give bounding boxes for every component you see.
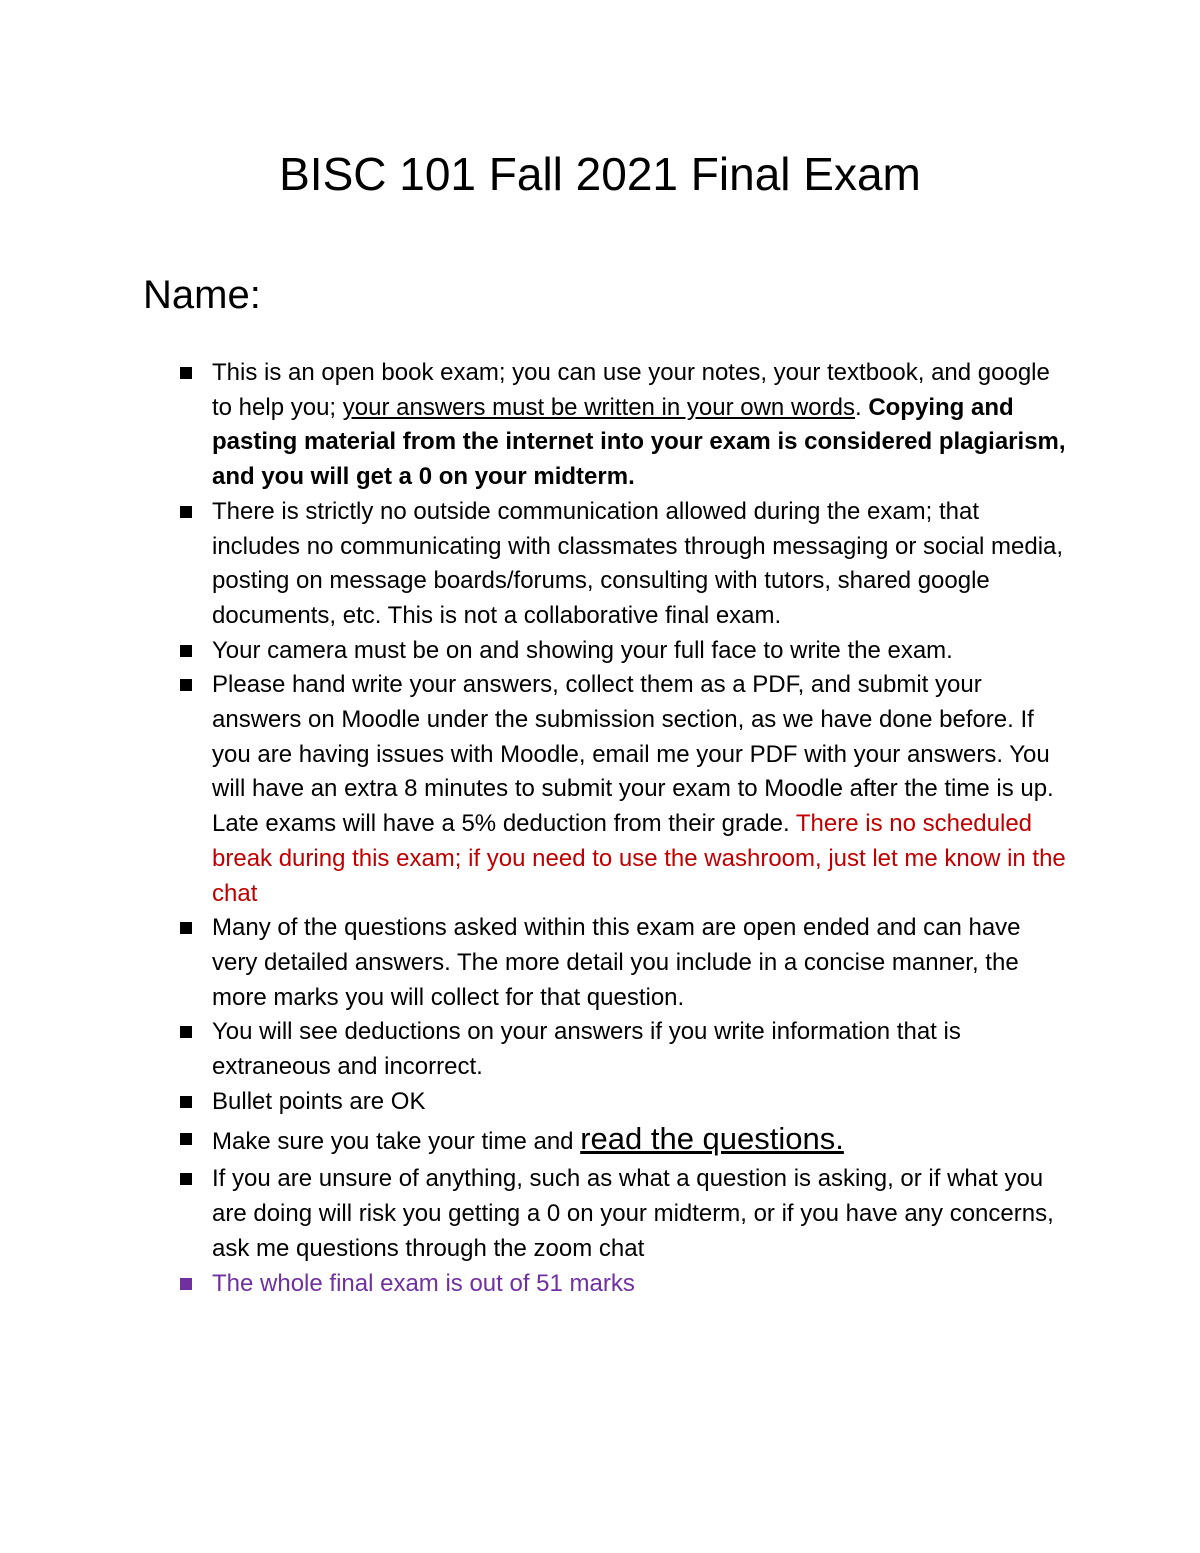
rule-own-words-text: your answers must be written in your own words — [342, 393, 855, 421]
rule-total-marks — [0, 1267, 1072, 1302]
square-bullet-icon — [180, 645, 192, 657]
rule-open-ended-text: Many of the questions asked within this exam are open ended and can have very detailed answers. The more detail you include in a concise manner, the more marks you will collect for that question. — [212, 914, 1021, 1011]
rule-open-book-text: This is an open book exam; you can use your notes, your textbook, and google to help you; — [212, 359, 1050, 421]
rule-open-ended — [0, 911, 1072, 1015]
rule-ask-questions — [0, 1162, 1072, 1266]
rule-bullet-points-text: Bullet points are OK — [212, 1087, 426, 1115]
rule-ask-questions-text: If you are unsure of anything, such as what a question is asking, or if what you are doing will risk you getting a 0 on your midterm, or if you have any concerns, ask me questions through the zoom chat — [212, 1165, 1054, 1262]
rule-camera — [0, 634, 1072, 669]
rule-total-marks-text: The whole final exam is out of 51 marks — [212, 1269, 635, 1297]
rule-submission-text: Please hand write your answers, collect them as a PDF, and submit your answers on Moodle under the submission section, as we have done before. If you are having issues with Moodle, email me your PDF with your answers. You will have an extra 8 minutes to submit your exam to Moodle after the time is up. Late exams will have a 5% deduction from their grade. — [212, 671, 1054, 838]
square-bullet-icon — [180, 506, 192, 518]
square-bullet-icon — [180, 1133, 192, 1145]
rule-plagiarism-warning: Copying and pasting material from the internet into your exam is considered plagiarism, and you will get a 0 on your midterm. — [212, 393, 1066, 491]
rule-read-questions-text: Make sure you take your time and — [212, 1128, 581, 1156]
rule-submission — [0, 668, 1072, 911]
rule-open-book — [0, 356, 1072, 495]
rule-break-warning: There is no scheduled break during this exam; if you need to use the washroom, just let me know in the chat — [212, 810, 1066, 907]
square-bullet-icon — [180, 679, 192, 691]
rule-deductions-text: You will see deductions on your answers if you write information that is extraneous and incorrect. — [212, 1018, 961, 1081]
rule-period: . — [854, 393, 862, 421]
rule-no-communication — [0, 495, 1072, 634]
square-bullet-icon — [180, 367, 192, 379]
square-bullet-icon — [180, 922, 192, 934]
exam-title: BISC 101 Fall 2021 Final Exam — [279, 148, 921, 200]
rule-read-questions — [0, 1119, 1072, 1162]
square-bullet-icon — [180, 1173, 192, 1185]
square-bullet-icon — [180, 1278, 192, 1290]
rule-read-questions-emphasis: read the questions. — [580, 1121, 844, 1157]
rule-bullet-points — [0, 1085, 1072, 1120]
square-bullet-icon — [180, 1026, 192, 1038]
rule-camera-text: Your camera must be on and showing your full face to write the exam. — [212, 636, 953, 664]
name-label: Name: — [143, 273, 261, 317]
rule-no-communication-text: There is strictly no outside communication allowed during the exam; that includes no communicating with classmates through messaging or social media, posting on message boards/forums, consulting with tutors, shared google documents, etc. This is not a collaborative final exam. — [212, 497, 1064, 629]
rule-deductions — [0, 1015, 1072, 1084]
exam-rules-list — [0, 356, 1200, 1301]
square-bullet-icon — [180, 1096, 192, 1108]
